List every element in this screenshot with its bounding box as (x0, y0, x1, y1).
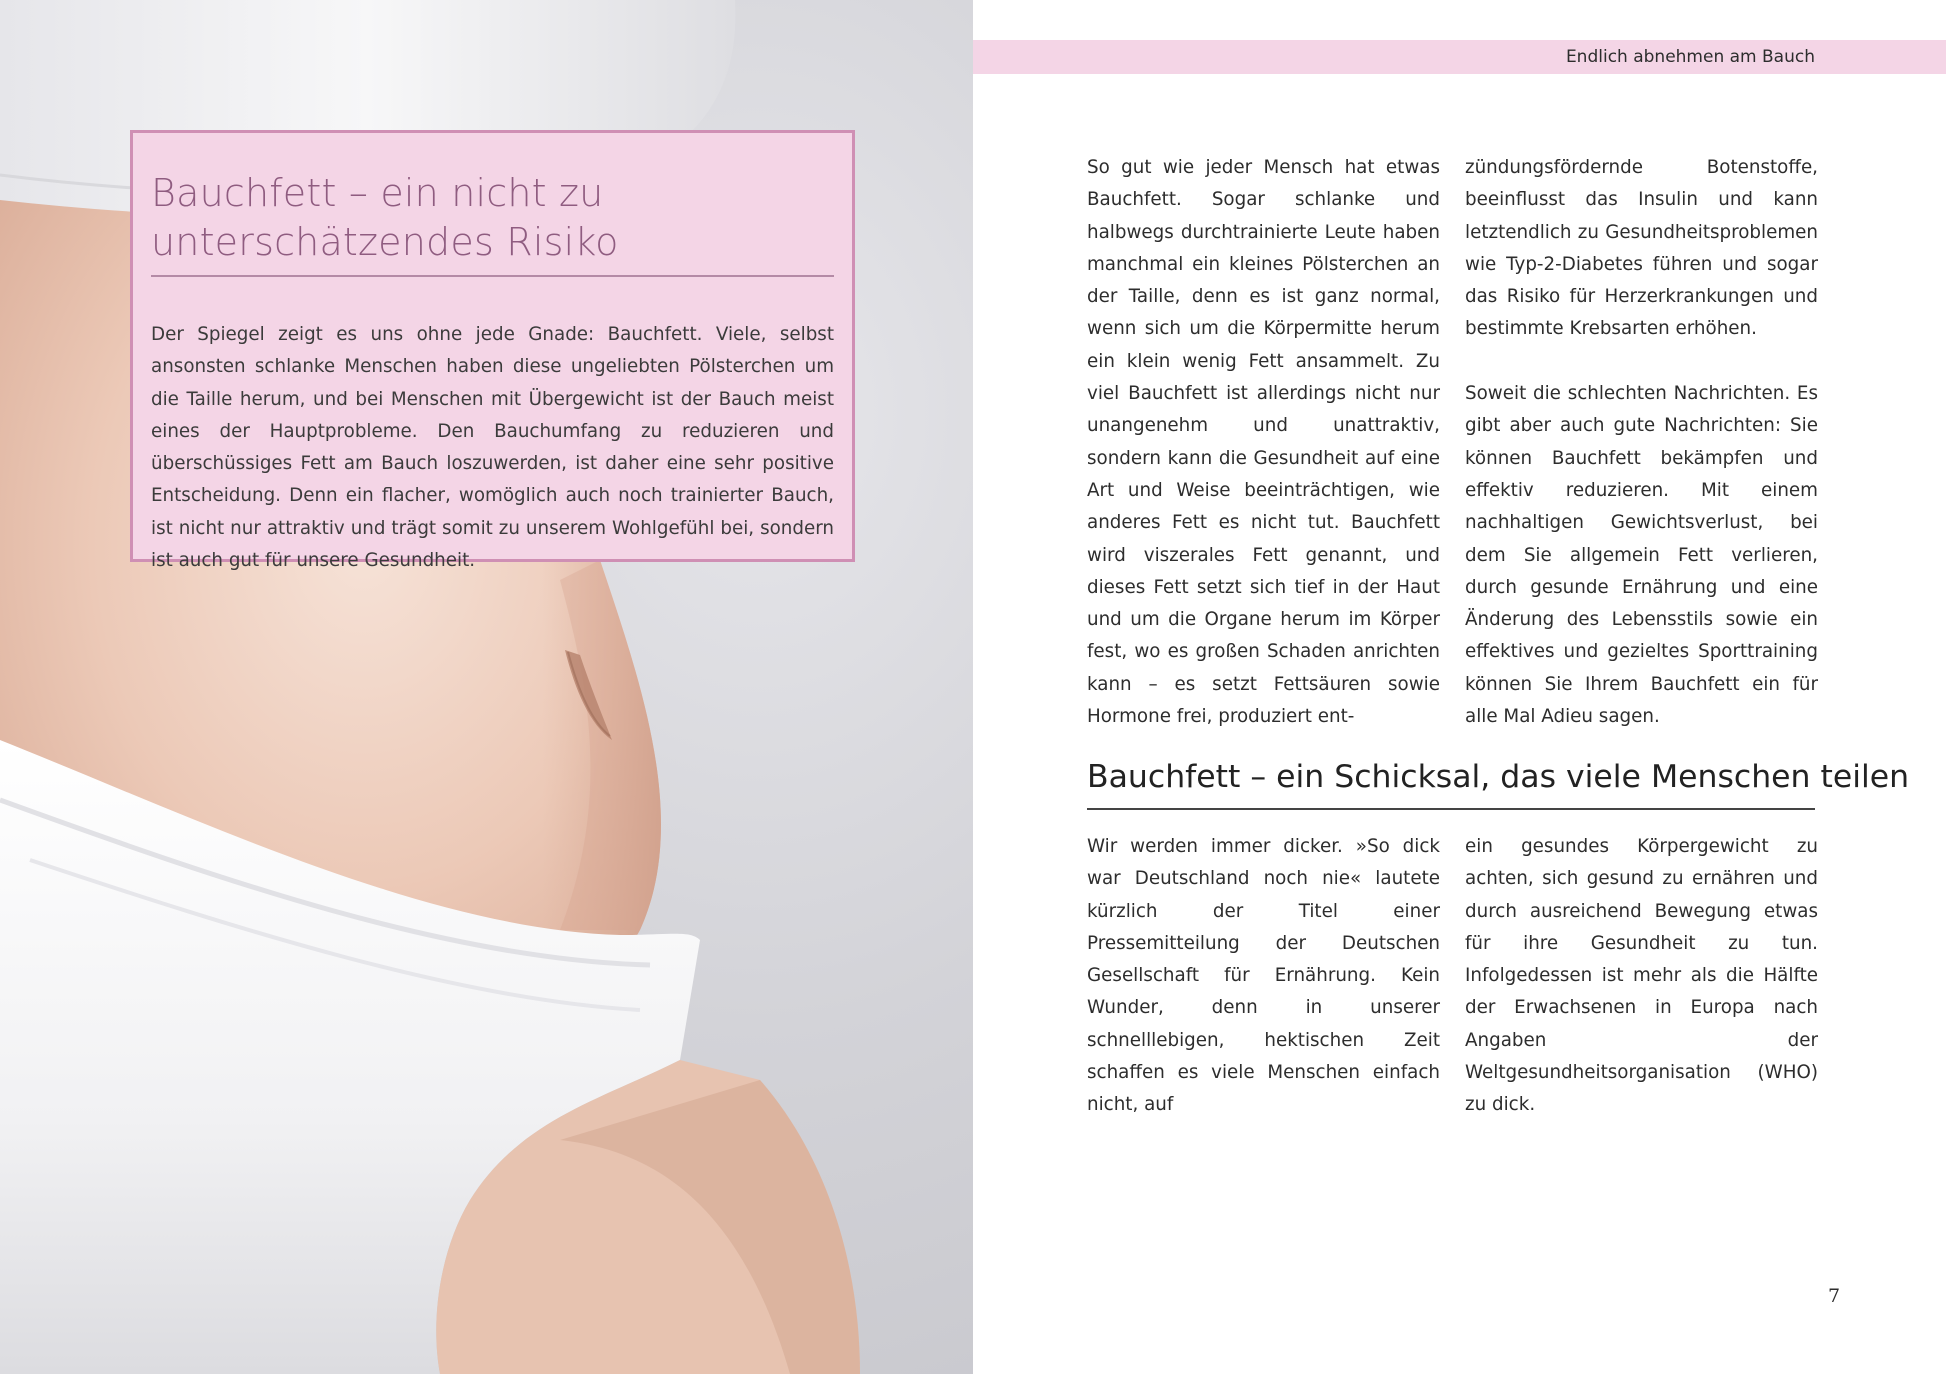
info-box-text: Der Spiegel zeigt es uns ohne jede Gnade: Bauchfett. Viele, selbst ansonsten schlanke Menschen haben diese ungeliebten Pölsterchen um die Taille herum, und bei Menschen mit Übergewicht ist der Bauch meist eines der Hauptprobleme. Den Bauchumfang zu reduzieren und überschüssiges Fett am Bauch loszuwerden, ist daher eine sehr positive Entscheidung. Denn ein flacher, womöglich auch noch trainierter Bauch, ist nicht nur attraktiv und trägt somit zu unserem Wohlgefühl bei, sondern ist auch gut für unsere Gesundheit. (151, 324, 834, 572)
section1-col2-paragraph-1: zündungsfördernde Botenstoffe, beeinflusst das Insulin und kann letztendlich zu Gesundheitsproblemen wie Typ-2-Diabetes führen und sogar das Risiko für Herzerkrankungen und bestimmte Krebsarten erhöhen. (1465, 157, 1818, 340)
section2-column-2 (1465, 831, 1818, 1122)
section1-column-1 (1087, 152, 1440, 733)
section2-heading: Bauchfett – ein Schicksal, das viele Menschen teilen (1087, 754, 1815, 810)
section2-column-1 (1087, 831, 1440, 1122)
header-band (973, 40, 1946, 74)
info-box (130, 130, 855, 572)
info-box-title: Bauchfett – ein nicht zu unterschätzendes Risiko (151, 169, 834, 277)
section1-col2-paragraph-2: Soweit die schlechten Nachrichten. Es gibt aber auch gute Nachrichten: Sie können Bauchfett bekämpfen und effektiv reduzieren. Mit einem nachhaltigen Gewichtsverlust, bei dem Sie allgemein Fett verlieren, durch gesunde Ernährung und eine Änderung des Lebensstils sowie ein effektives und gezieltes Sporttraining können Sie Ihrem Bauchfett ein für alle Mal Adieu sagen. (1465, 383, 1818, 728)
section1-column-2 (1465, 152, 1818, 733)
section1-col1-paragraph: So gut wie jeder Mensch hat etwas Bauchfett. Sogar schlanke und halbwegs durchtrainierte Leute haben manchmal ein kleines Pölsterchen an der Taille, denn es ist ganz normal, wenn sich um die Körpermitte herum ein klein wenig Fett ansammelt. Zu viel Bauchfett ist allerdings nicht nur unangenehm und unattraktiv, sondern kann die Gesundheit auf eine Art und Weise beeinträchtigen, wie anderes Fett es nicht tut. Bauchfett wird viszerales Fett genannt, und dieses Fett setzt sich tief in der Haut und um die Organe herum im Körper fest, wo es großen Schaden anrichten kann – es setzt Fettsäuren sowie Hormone frei, produziert ent- (1087, 157, 1440, 728)
running-head: Endlich abnehmen am Bauch (1565, 47, 1815, 67)
section2-col2-paragraph: ein gesundes Körpergewicht zu achten, sich gesund zu ernähren und durch ausreichend Bewegung etwas für ihre Gesundheit zu tun. Infolgedessen ist mehr als die Hälfte der Erwachsenen in Europa nach Angaben der Weltgesundheitsorganisation (WHO) zu dick. (1465, 836, 1818, 1116)
section2-col1-paragraph: Wir werden immer dicker. »So dick war Deutschland noch nie« lautete kürzlich der Titel einer Pressemitteilung der Deutschen Gesellschaft für Ernährung. Kein Wunder, denn in unserer schnelllebigen, hektischen Zeit schaffen es viele Menschen einfach nicht, auf (1087, 836, 1440, 1116)
page-number: 7 (1828, 1285, 1841, 1307)
